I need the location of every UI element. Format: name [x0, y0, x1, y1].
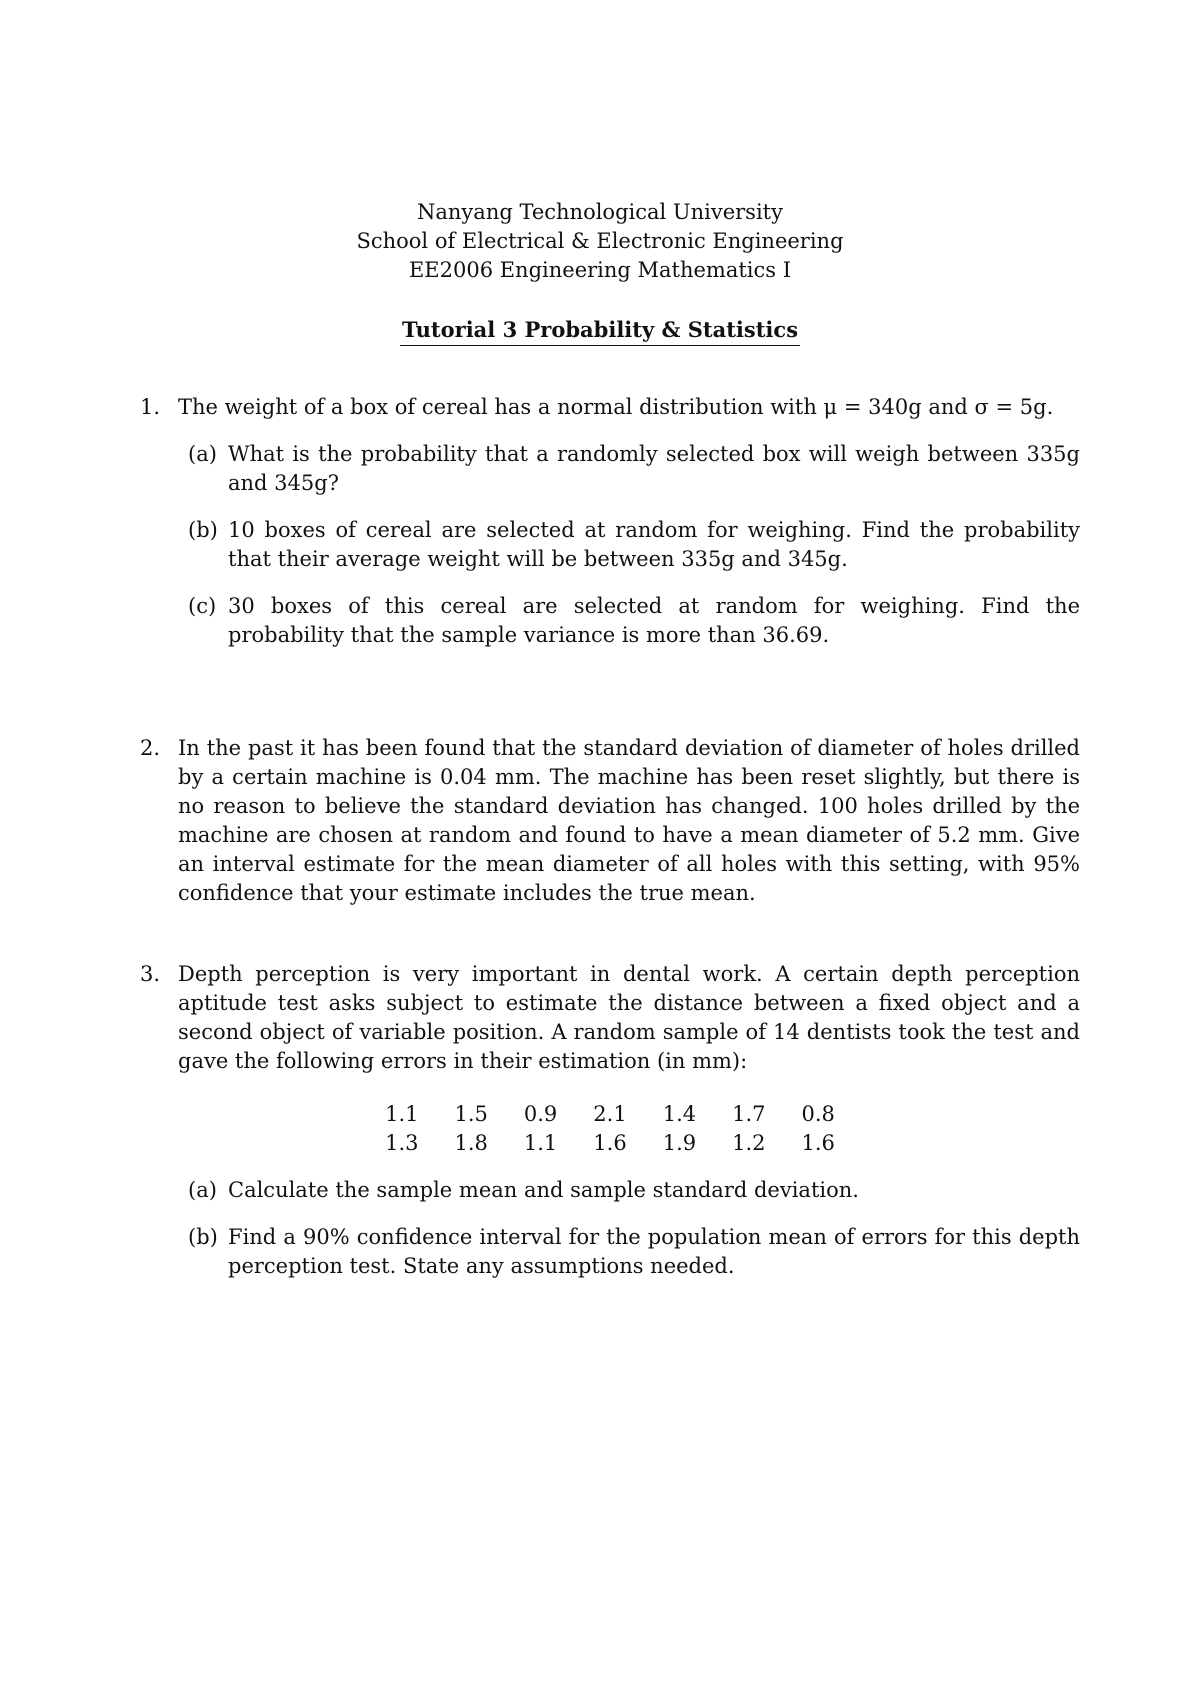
table-row — [367, 1100, 853, 1129]
question-3 — [140, 960, 1080, 1281]
table-cell: 0.9 — [523, 1102, 558, 1126]
table-cell: 1.5 — [454, 1102, 488, 1126]
question-number: 3. — [140, 962, 161, 986]
part-text: 30 boxes of this cereal are selected at random for weighing. Find the probability that the sample variance is more than 36.69. — [228, 594, 1080, 647]
course-title: EE2006 Engineering Mathematics I — [408, 258, 792, 282]
table-cell: 2.1 — [593, 1102, 627, 1126]
table-cell: 1.6 — [801, 1131, 835, 1155]
table-cell: 1.8 — [454, 1131, 488, 1155]
question-text: In the past it has been found that the standard deviation of diameter of holes drilled by a certain machine is 0.04 mm. The machine has been reset slightly, but there is no reason to believe the standard deviation has changed. 100 holes drilled by the machine are chosen at random and found to have a mean diameter of 5.2 mm. Give an interval estimate for the mean diameter of all holes with this setting, with 95% confidence that your estimate includes the true mean. — [178, 736, 1080, 905]
question-part — [178, 1223, 1080, 1281]
tutorial-title-wrap — [0, 315, 1200, 346]
tutorial-title: Tutorial 3 Probability & Statistics — [400, 315, 800, 346]
error-data-table — [367, 1100, 853, 1158]
part-label: (b) — [188, 518, 218, 542]
table-cell: 0.8 — [801, 1102, 835, 1126]
table-cell: 1.6 — [593, 1131, 627, 1155]
table-cell: 1.4 — [662, 1102, 697, 1126]
university-name: Nanyang Technological University — [417, 200, 783, 224]
document-header — [0, 198, 1200, 285]
part-text: What is the probability that a randomly selected box will weigh between 335g and 345g? — [228, 442, 1080, 495]
part-label: (b) — [188, 1225, 218, 1249]
part-text: Calculate the sample mean and sample standard deviation. — [228, 1178, 859, 1202]
table-cell: 1.1 — [523, 1131, 558, 1155]
table-cell: 1.9 — [662, 1131, 697, 1155]
question-part — [178, 440, 1080, 498]
part-text: 10 boxes of cereal are selected at random for weighing. Find the probability that their average weight will be between 335g and 345g. — [228, 518, 1080, 571]
part-label: (a) — [188, 442, 217, 466]
question-text: The weight of a box of cereal has a normal distribution with μ = 340g and σ = 5g. — [178, 395, 1054, 419]
question-2 — [140, 734, 1080, 908]
question-part — [178, 592, 1080, 650]
question-part — [178, 1176, 1080, 1205]
part-label: (c) — [188, 594, 217, 618]
question-part — [178, 516, 1080, 574]
question-number: 2. — [140, 736, 161, 760]
school-name: School of Electrical & Electronic Engineering — [356, 229, 844, 253]
part-label: (a) — [188, 1178, 217, 1202]
question-number: 1. — [140, 395, 161, 419]
question-1 — [140, 393, 1080, 650]
part-text: Find a 90% confidence interval for the population mean of errors for this depth perception test. State any assumptions needed. — [228, 1225, 1080, 1278]
table-row — [367, 1129, 853, 1158]
question-text: Depth perception is very important in dental work. A certain depth perception aptitude test asks subject to estimate the distance between a fixed object and a second object of variable position. A random sample of 14 dentists took the test and gave the following errors in their estimation (in mm): — [178, 962, 1080, 1073]
table-cell: 1.3 — [385, 1131, 419, 1155]
table-cell: 1.1 — [385, 1102, 419, 1126]
table-cell: 1.7 — [732, 1102, 766, 1126]
table-cell: 1.2 — [732, 1131, 766, 1155]
